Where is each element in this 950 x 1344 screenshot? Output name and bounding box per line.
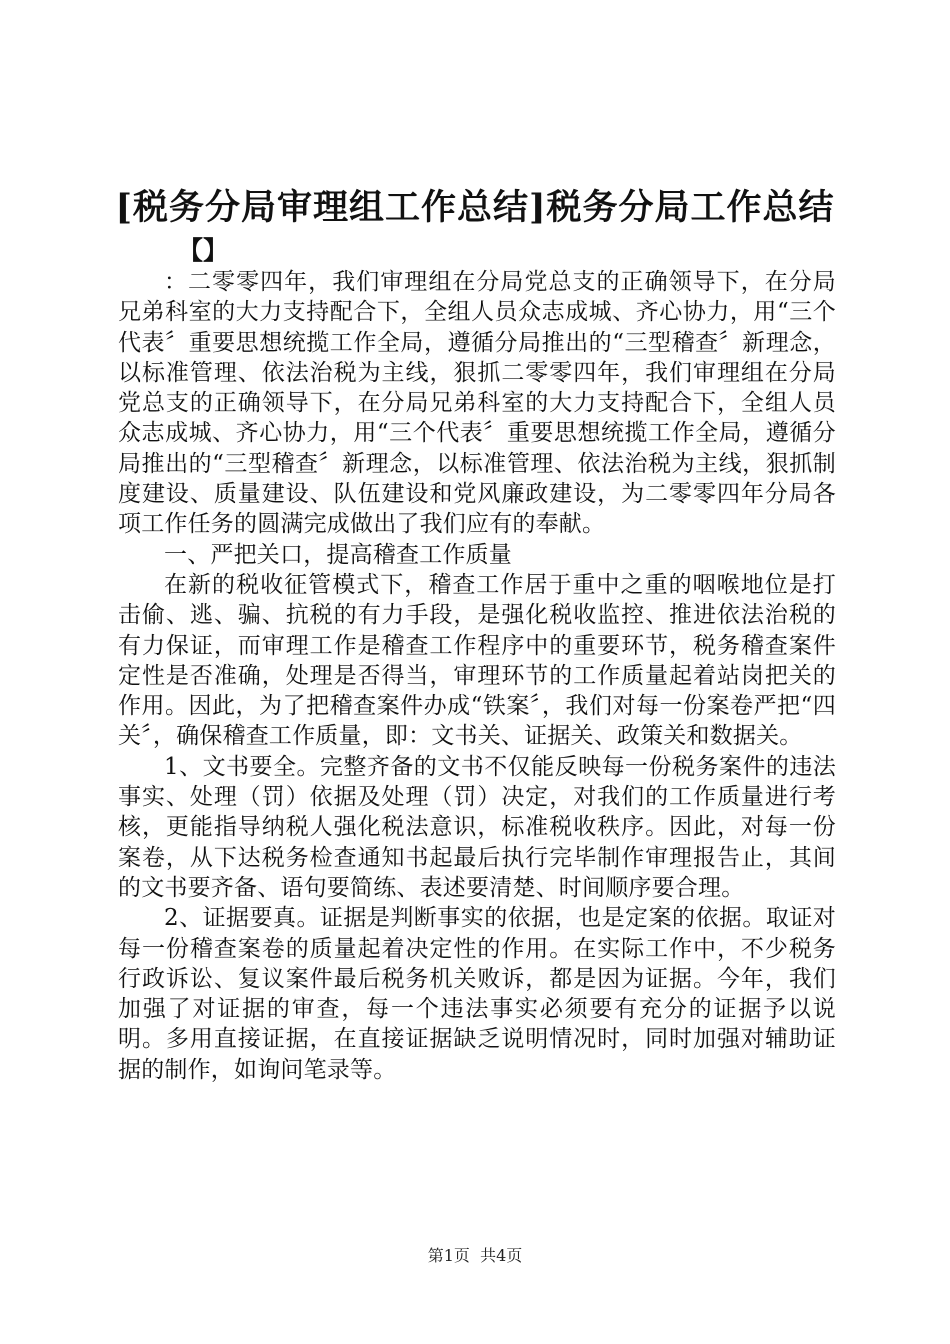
document-title: [税务分局审理组工作总结]税务分局工作总结 — [115, 187, 835, 228]
paragraph-item-1: 1、文书要全。完整齐备的文书不仅能反映每一份税务案件的违法事实、处理（罚）依据及处理（罚）决定，对我们的工作质量进行考核，更能指导纳税人强化税法意识，标准税收秩序。因此，对每一份案卷，从下达税务检查通知书起最后执行完毕制作审理报告止，其间的文书要齐备、语句要简练、表述要清楚、时间顺序要合理。 — [118, 753, 836, 901]
paragraph-section-1: 在新的税收征管模式下，稽查工作居于重中之重的咽喉地位是打击偷、逃、骗、抗税的有力手段，是强化税收监控、推进依法治税的有力保证，而审理工作是稽查工作程序中的重要环节，税务稽查案件定性是否准确，处理是否得当，审理环节的工作质量起着站岗把关的作用。因此，为了把稽查案件办成“铁案〞，我们对每一份案卷严把“四关〞，确保稽查工作质量，即：文书关、证据关、政策关和数据关。 — [118, 571, 836, 750]
document-body — [118, 267, 836, 1085]
paragraph-intro: ：二零零四年，我们审理组在分局党总支的正确领导下，在分局兄弟科室的大力支持配合下，全组人员众志成城、齐心协力，用“三个代表〞重要思想统揽工作全局，遵循分局推出的“三型稽查〞新理念，以标准管理、依法治税为主线，狠抓二零零四年，我们审理组在分局党总支的正确领导下，在分局兄弟科室的大力支持配合下，全组人员众志成城、齐心协力，用“三个代表〞重要思想统揽工作全局，遵循分局推出的“三型稽查〞新理念，以标准管理、依法治税为主线，狠抓制度建设、质量建设、队伍建设和党风廉政建设，为二零零四年分局各项工作任务的圆满完成做出了我们应有的奉献。 — [118, 269, 836, 538]
page-number: 第1页 — [427, 1246, 470, 1265]
document-subtitle: 【】 — [178, 236, 229, 265]
page-footer — [0, 1246, 950, 1266]
page-total: 共4页 — [480, 1246, 523, 1265]
paragraph-item-2: 2、证据要真。证据是判断事实的依据，也是定案的依据。取证对每一份稽查案卷的质量起着决定性的作用。在实际工作中，不少税务行政诉讼、复议案件最后税务机关败诉，都是因为证据。今年，我们加强了对证据的审查，每一个违法事实必须要有充分的证据予以说明。多用直接证据，在直接证据缺乏说明情况时，同时加强对辅助证据的制作，如询问笔录等。 — [118, 905, 836, 1083]
section-heading-1: 一、严把关口，提高稽查工作质量 — [164, 541, 512, 568]
